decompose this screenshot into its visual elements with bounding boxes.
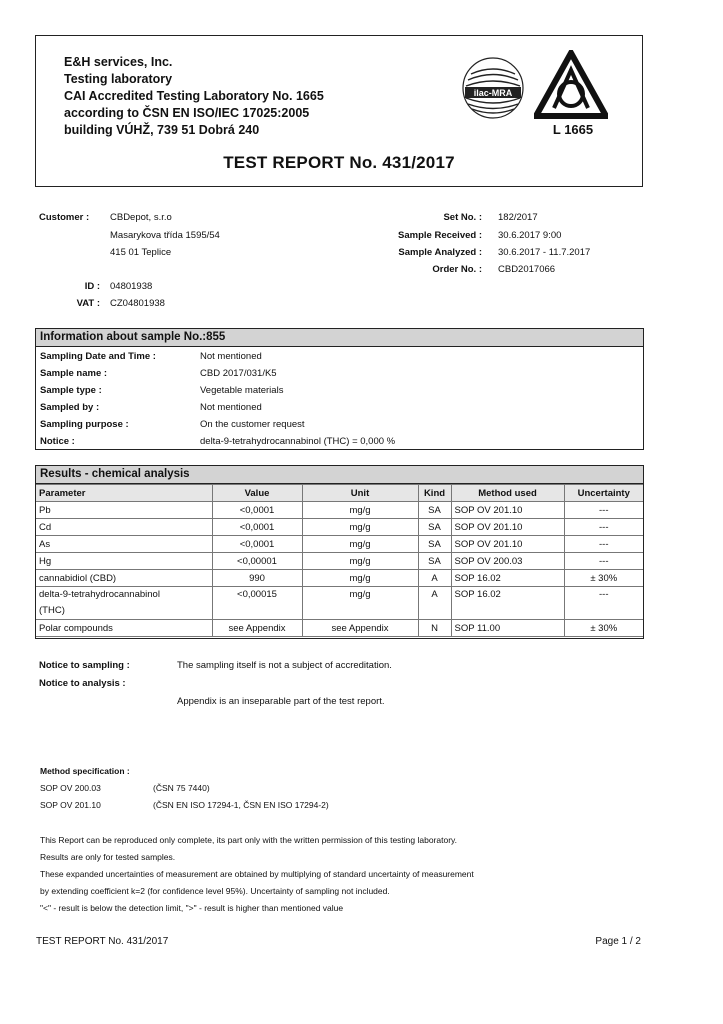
info-value: Not mentioned bbox=[200, 351, 262, 362]
customer-address-2: 415 01 Teplice bbox=[110, 247, 172, 258]
sample-analyzed-value: 30.6.2017 - 11.7.2017 bbox=[498, 247, 591, 258]
footnote: by extending coefficient k=2 (for confidence level 95%). Uncertainty of sampling not included. bbox=[40, 886, 390, 896]
info-value: Not mentioned bbox=[200, 402, 262, 413]
cell-parameter: Hg bbox=[36, 553, 212, 570]
info-value: CBD 2017/031/K5 bbox=[200, 368, 277, 379]
cell-value: <0,00015 bbox=[212, 587, 302, 620]
info-key: Sample type : bbox=[40, 385, 102, 396]
cell-parameter: cannabidiol (CBD) bbox=[36, 570, 212, 587]
ilac-mra-logo-icon bbox=[461, 56, 525, 120]
cell-parameter: Polar compounds bbox=[36, 620, 212, 637]
method-spec-code: SOP OV 201.10 bbox=[40, 800, 101, 810]
info-key: Sampling purpose : bbox=[40, 419, 129, 430]
cell-method: SOP OV 201.10 bbox=[451, 536, 564, 553]
sample-received-label: Sample Received : bbox=[398, 230, 482, 241]
cell-unit: mg/g bbox=[302, 587, 418, 620]
method-spec-standard: (ČSN EN ISO 17294-1, ČSN EN ISO 17294-2) bbox=[153, 800, 329, 810]
col-header-unit: Unit bbox=[302, 485, 418, 502]
sample-info-title: Information about sample No.:855 bbox=[36, 329, 643, 347]
table-row bbox=[36, 553, 643, 570]
cell-unit: mg/g bbox=[302, 502, 418, 519]
cell-uncertainty: --- bbox=[564, 502, 643, 519]
cell-parameter-text: delta-9-tetrahydrocannabinol bbox=[39, 589, 160, 600]
cell-method: SOP 16.02 bbox=[451, 587, 564, 620]
cell-kind: SA bbox=[418, 536, 451, 553]
svg-text:ilac-MRA: ilac-MRA bbox=[473, 88, 513, 98]
sample-received-value: 30.6.2017 9:00 bbox=[498, 230, 562, 241]
info-key: Sample name : bbox=[40, 368, 108, 379]
lab-standard: according to ČSN EN ISO/IEC 17025:2005 bbox=[64, 106, 310, 120]
set-no-value: 182/2017 bbox=[498, 212, 538, 223]
col-header-parameter: Parameter bbox=[36, 485, 212, 502]
customer-label: Customer : bbox=[39, 212, 90, 223]
lab-info bbox=[64, 54, 324, 139]
appendix-text: Appendix is an inseparable part of the test report. bbox=[177, 696, 385, 707]
cell-uncertainty: ± 30% bbox=[564, 570, 643, 587]
cell-uncertainty: --- bbox=[564, 587, 643, 620]
cai-accreditation-logo-icon bbox=[534, 50, 608, 126]
footnote: Results are only for tested samples. bbox=[40, 852, 176, 862]
sample-analyzed-label: Sample Analyzed : bbox=[398, 247, 482, 258]
method-spec-standard: (ČSN 75 7440) bbox=[153, 783, 210, 793]
cell-value: <0,0001 bbox=[212, 502, 302, 519]
cell-kind: SA bbox=[418, 553, 451, 570]
order-no-value: CBD2017066 bbox=[498, 264, 556, 275]
cell-method: SOP OV 200.03 bbox=[451, 553, 564, 570]
notice-analysis-label: Notice to analysis : bbox=[39, 678, 126, 689]
cell-uncertainty: ± 30% bbox=[564, 620, 643, 637]
cell-method: SOP 11.00 bbox=[451, 620, 564, 637]
cell-uncertainty: --- bbox=[564, 536, 643, 553]
table-row bbox=[36, 620, 643, 637]
cell-value: see Appendix bbox=[212, 620, 302, 637]
cell-unit: mg/g bbox=[302, 570, 418, 587]
table-row bbox=[36, 536, 643, 553]
method-spec-code: SOP OV 200.03 bbox=[40, 783, 101, 793]
table-row bbox=[36, 519, 643, 536]
results-title: Results - chemical analysis bbox=[36, 466, 643, 484]
customer-id: 04801938 bbox=[110, 281, 153, 292]
cell-method: SOP OV 201.10 bbox=[451, 502, 564, 519]
footnote: "<" - result is below the detection limit, ">" - result is higher than mentioned value bbox=[40, 903, 344, 913]
cell-value: 990 bbox=[212, 570, 302, 587]
sample-info-box bbox=[35, 328, 644, 450]
customer-vat: CZ04801938 bbox=[110, 298, 165, 309]
cell-parameter: Pb bbox=[36, 502, 212, 519]
vat-label: VAT : bbox=[76, 298, 100, 309]
cell-kind: A bbox=[418, 570, 451, 587]
footnote: This Report can be reproduced only complete, its part only with the written permission of this testing laboratory. bbox=[40, 835, 458, 845]
results-table bbox=[36, 484, 643, 637]
cell-method: SOP 16.02 bbox=[451, 570, 564, 587]
cell-uncertainty: --- bbox=[564, 553, 643, 570]
cell-parameter: Cd bbox=[36, 519, 212, 536]
cell-kind: N bbox=[418, 620, 451, 637]
info-key: Notice : bbox=[40, 436, 75, 447]
footer-report-number: TEST REPORT No. 431/2017 bbox=[36, 936, 169, 947]
info-value: Vegetable materials bbox=[200, 385, 284, 396]
table-row bbox=[36, 587, 643, 620]
notice-sampling-text: The sampling itself is not a subject of accreditation. bbox=[177, 660, 392, 671]
cell-unit: mg/g bbox=[302, 519, 418, 536]
table-row bbox=[36, 502, 643, 519]
report-header bbox=[35, 35, 643, 187]
lab-name: E&H services, Inc. bbox=[64, 55, 173, 69]
cai-lab-number: L 1665 bbox=[552, 122, 594, 137]
cell-unit: see Appendix bbox=[302, 620, 418, 637]
customer-address-1: Masarykova třída 1595/54 bbox=[110, 230, 220, 241]
set-no-label: Set No. : bbox=[443, 212, 482, 223]
info-value: delta-9-tetrahydrocannabinol (THC) = 0,000 % bbox=[200, 436, 396, 447]
notice-sampling-label: Notice to sampling : bbox=[39, 660, 130, 671]
cell-kind: A bbox=[418, 587, 451, 620]
cell-value: <0,0001 bbox=[212, 519, 302, 536]
cell-parameter bbox=[36, 587, 212, 620]
cell-kind: SA bbox=[418, 502, 451, 519]
table-header-row bbox=[36, 485, 643, 502]
col-header-value: Value bbox=[212, 485, 302, 502]
col-header-kind: Kind bbox=[418, 485, 451, 502]
order-no-label: Order No. : bbox=[432, 264, 482, 275]
cell-parameter: As bbox=[36, 536, 212, 553]
cell-uncertainty: --- bbox=[564, 519, 643, 536]
info-key: Sampled by : bbox=[40, 402, 100, 413]
cell-parameter-suffix: (THC) bbox=[39, 605, 65, 616]
cell-unit: mg/g bbox=[302, 536, 418, 553]
lab-address: building VÚHŽ, 739 51 Dobrá 240 bbox=[64, 123, 260, 137]
lab-accreditation: CAI Accredited Testing Laboratory No. 1665 bbox=[64, 89, 324, 103]
lab-type: Testing laboratory bbox=[64, 72, 173, 86]
customer-name: CBDepot, s.r.o bbox=[110, 212, 172, 223]
col-header-uncertainty: Uncertainty bbox=[564, 485, 643, 502]
cell-value: <0,00001 bbox=[212, 553, 302, 570]
info-key: Sampling Date and Time : bbox=[40, 351, 156, 362]
page-number: Page 1 / 2 bbox=[595, 936, 641, 947]
cell-kind: SA bbox=[418, 519, 451, 536]
footnote: These expanded uncertainties of measurement are obtained by multiplying of standard uncertainty of measurement bbox=[40, 869, 474, 879]
table-row bbox=[36, 570, 643, 587]
method-spec-title: Method specification : bbox=[40, 766, 130, 776]
cell-unit: mg/g bbox=[302, 553, 418, 570]
cell-method: SOP OV 201.10 bbox=[451, 519, 564, 536]
report-title: TEST REPORT No. 431/2017 bbox=[223, 153, 455, 172]
info-value: On the customer request bbox=[200, 419, 305, 430]
id-label: ID : bbox=[84, 281, 100, 292]
cell-value: <0,0001 bbox=[212, 536, 302, 553]
results-box bbox=[35, 465, 644, 639]
col-header-method: Method used bbox=[451, 485, 564, 502]
